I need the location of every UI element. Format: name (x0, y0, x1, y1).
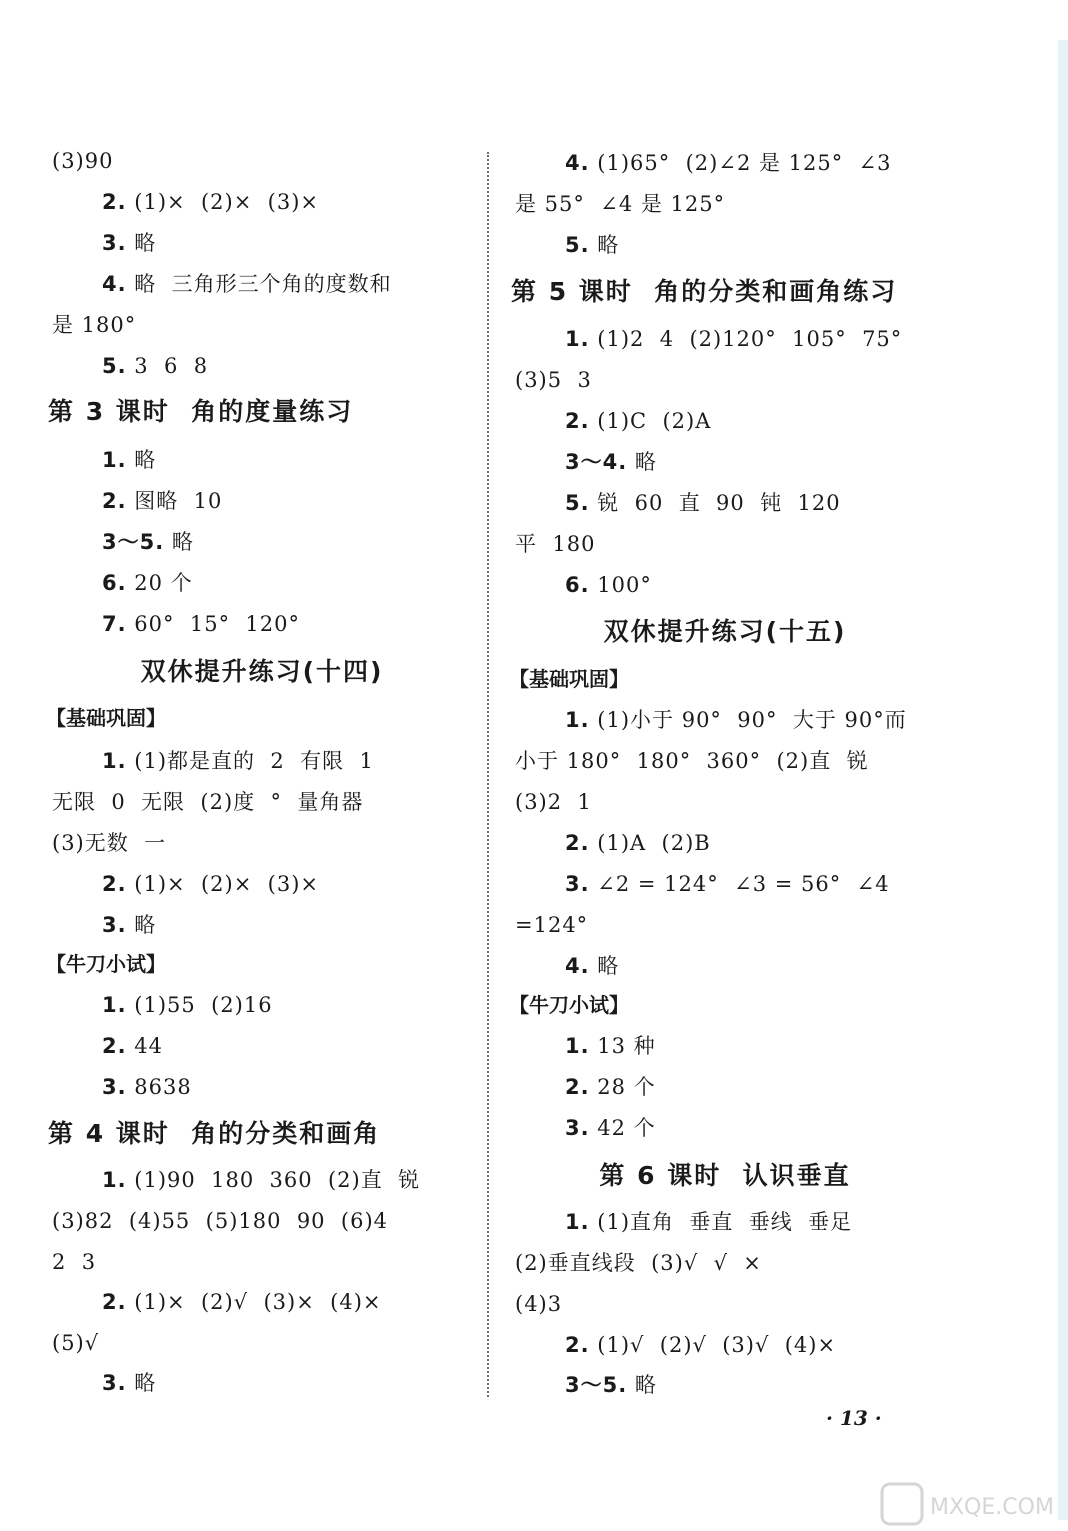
section-heading: 双休提升练习(十五) (603, 617, 847, 646)
answer-line (52, 1207, 388, 1235)
answer-text: 是 180° (52, 313, 137, 337)
answer-text: 42 个 (597, 1116, 656, 1140)
question-number: 3. (102, 1371, 127, 1395)
answer-text: =124° (515, 913, 589, 937)
question-number: 1. (565, 327, 590, 351)
answer-line (565, 706, 907, 734)
answer-text: (1)× (2)√ (3)× (4)× (134, 1290, 382, 1314)
answer-text: (3)90 (52, 149, 114, 173)
answer-text: (1)A (2)B (597, 831, 711, 855)
answer-text: 小于 180° 180° 360° (2)直 锐 (515, 749, 869, 773)
question-number: 2. (565, 1075, 590, 1099)
question-number: 6. (565, 573, 590, 597)
question-number: 4. (565, 151, 590, 175)
watermark-logo (880, 1480, 1060, 1528)
answer-line (565, 1371, 657, 1399)
answer-line (565, 325, 902, 353)
answer-text: (2)垂直线段 (3)√ √ × (515, 1251, 762, 1275)
answer-line (102, 1369, 156, 1397)
question-number: 2. (102, 872, 127, 896)
answer-line (102, 610, 300, 638)
answer-text: 略 (134, 1371, 157, 1395)
question-number: 3～5. (565, 1373, 628, 1397)
answer-text: (4)3 (515, 1292, 563, 1316)
question-number: 7. (102, 612, 127, 636)
answer-text: 锐 60 直 90 钝 120 (597, 491, 841, 515)
answer-line (565, 1208, 852, 1236)
question-number: 2. (102, 489, 127, 513)
answer-line (102, 870, 319, 898)
answer-line (102, 229, 156, 257)
watermark-text: MXQE.COM (930, 1495, 1054, 1520)
answer-text: (1)小于 90° 90° 大于 90°而 (597, 708, 907, 732)
question-number: 3. (102, 1075, 127, 1099)
answer-line (52, 311, 136, 339)
question-number: 3. (102, 913, 127, 937)
answer-text: (3)无数 一 (52, 831, 167, 855)
answer-line (102, 1073, 192, 1101)
answer-text: 略 (134, 231, 157, 255)
section-heading: 第 4 课时 角的分类和画角 (48, 1119, 381, 1148)
answer-text: (1)90 180 360 (2)直 锐 (134, 1168, 421, 1192)
question-number: 3. (565, 872, 590, 896)
question-number: 5. (102, 354, 127, 378)
question-number: 3～4. (565, 450, 628, 474)
answer-line (102, 1166, 420, 1194)
question-number: 2. (565, 1333, 590, 1357)
section-tag: 【基础巩固】 (509, 667, 629, 691)
answer-text: 8638 (134, 1075, 192, 1099)
answer-line (565, 1114, 656, 1142)
question-number: 5. (565, 233, 590, 257)
question-number: 5. (565, 491, 590, 515)
answer-line (515, 788, 592, 816)
question-number: 2. (102, 190, 127, 214)
answer-text: 略 (597, 954, 620, 978)
edge-stripe (1058, 40, 1068, 1520)
answer-text: (5)√ (52, 1331, 100, 1355)
answer-line (515, 747, 869, 775)
answer-line (102, 911, 156, 939)
answer-line (102, 991, 273, 1019)
question-number: 4. (565, 954, 590, 978)
answer-text: 60° 15° 120° (134, 612, 301, 636)
answer-text: ∠2 = 124° ∠3 = 56° ∠4 (597, 872, 890, 896)
answer-line (565, 448, 657, 476)
section-heading: 第 5 课时 角的分类和画角练习 (511, 277, 898, 306)
answer-text: 是 55° ∠4 是 125° (515, 192, 726, 216)
answer-line (102, 1032, 163, 1060)
section-tag: 【基础巩固】 (46, 706, 166, 730)
answer-line (102, 188, 319, 216)
answer-line (52, 147, 113, 175)
answer-text: (1)直角 垂直 垂线 垂足 (597, 1210, 853, 1234)
answer-text: 100° (597, 573, 652, 597)
answer-line (102, 1288, 382, 1316)
section-heading: 第 6 课时 认识垂直 (599, 1161, 851, 1190)
question-number: 1. (565, 1210, 590, 1234)
answer-text: (1)× (2)× (3)× (134, 190, 320, 214)
answer-text: 3 6 8 (134, 354, 209, 378)
answer-line (102, 270, 392, 298)
section-heading: 第 3 课时 角的度量练习 (48, 397, 354, 426)
answer-line (565, 1032, 656, 1060)
answer-text: 略 (597, 233, 620, 257)
column-divider (487, 152, 489, 1397)
answer-line (515, 530, 595, 558)
answer-line (565, 489, 841, 517)
answer-line (565, 571, 652, 599)
answer-text: 平 180 (515, 532, 596, 556)
answer-line (52, 1248, 96, 1276)
answer-text: 略 (634, 1373, 657, 1397)
answer-line (52, 788, 363, 816)
page-number: · 13 · (826, 1406, 882, 1430)
answer-line (102, 528, 194, 556)
question-number: 3～5. (102, 530, 165, 554)
answer-text: (1)× (2)× (3)× (134, 872, 320, 896)
answer-line (565, 1073, 656, 1101)
question-number: 2. (102, 1034, 127, 1058)
answer-text: 13 种 (597, 1034, 656, 1058)
answer-line (565, 952, 619, 980)
answer-line (515, 366, 592, 394)
question-number: 1. (102, 1168, 127, 1192)
question-number: 2. (565, 409, 590, 433)
section-heading: 双休提升练习(十四) (140, 657, 384, 686)
answer-text: (3)5 3 (515, 368, 592, 392)
question-number: 1. (102, 448, 127, 472)
answer-text: 2 3 (52, 1250, 97, 1274)
answer-text: 44 (134, 1034, 164, 1058)
question-number: 6. (102, 571, 127, 595)
question-number: 1. (102, 993, 127, 1017)
answer-text: 略 三角形三个角的度数和 (134, 272, 392, 296)
answer-line (102, 446, 156, 474)
answer-text: (1)都是直的 2 有限 1 (134, 749, 374, 773)
answer-text: 略 (134, 913, 157, 937)
answer-text: 无限 0 无限 (2)度 ° 量角器 (52, 790, 364, 814)
question-number: 1. (565, 1034, 590, 1058)
answer-text: 略 (134, 448, 157, 472)
answer-line (565, 1331, 836, 1359)
answer-line (565, 231, 619, 259)
answer-line (515, 190, 725, 218)
answer-text: (3)82 (4)55 (5)180 90 (6)4 (52, 1209, 388, 1233)
answer-line (102, 569, 193, 597)
answer-text: 略 (634, 450, 657, 474)
answer-text: 20 个 (134, 571, 193, 595)
question-number: 4. (102, 272, 127, 296)
answer-line (102, 747, 374, 775)
question-number: 1. (565, 708, 590, 732)
question-number: 2. (102, 1290, 127, 1314)
answer-text: 28 个 (597, 1075, 656, 1099)
question-number: 3. (565, 1116, 590, 1140)
answer-line (565, 149, 892, 177)
answer-text: (1)√ (2)√ (3)√ (4)× (597, 1333, 837, 1357)
answer-line (515, 1290, 562, 1318)
section-tag: 【牛刀小试】 (509, 993, 629, 1017)
answer-line (52, 1329, 99, 1357)
answer-text: (1)55 (2)16 (134, 993, 273, 1017)
question-number: 1. (102, 749, 127, 773)
question-number: 2. (565, 831, 590, 855)
answer-text: 略 (171, 530, 194, 554)
answer-line (515, 1249, 762, 1277)
section-tag: 【牛刀小试】 (46, 952, 166, 976)
answer-text: 图略 10 (134, 489, 223, 513)
answer-line (565, 407, 711, 435)
answer-text: (1)65° (2)∠2 是 125° ∠3 (597, 151, 892, 175)
answer-line (565, 829, 711, 857)
answer-line (52, 829, 166, 857)
question-number: 3. (102, 231, 127, 255)
answer-line (102, 352, 208, 380)
answer-text: (3)2 1 (515, 790, 592, 814)
answer-text: (1)2 4 (2)120° 105° 75° (597, 327, 903, 351)
answer-line (565, 870, 890, 898)
answer-text: (1)C (2)A (597, 409, 712, 433)
answer-line (515, 911, 588, 939)
answer-line (102, 487, 222, 515)
